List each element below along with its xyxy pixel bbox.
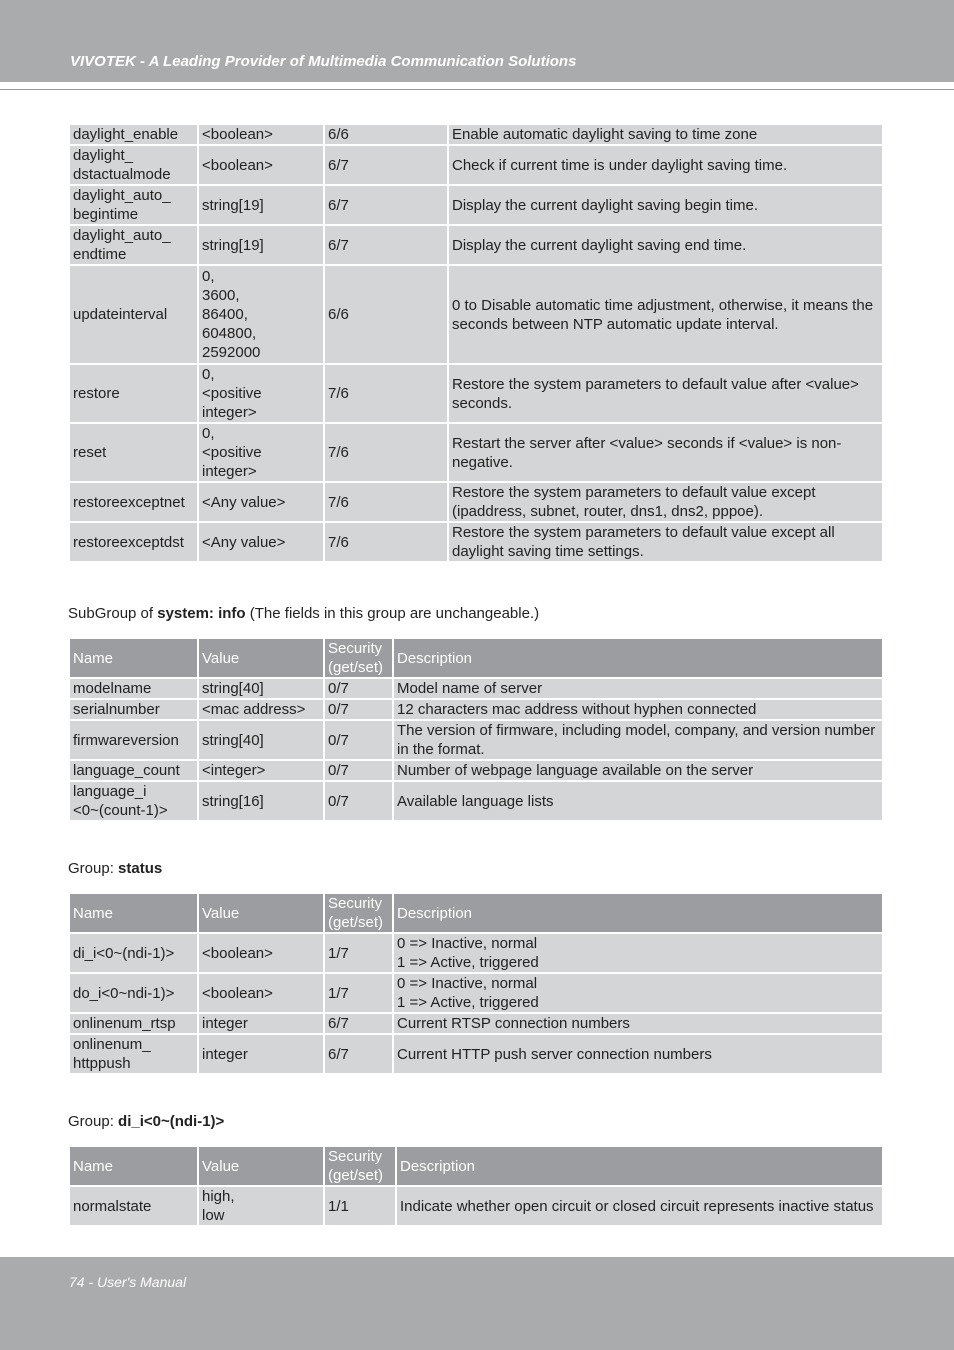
param-description: Restart the server after <value> seconds if <value> is non-negative.: [449, 424, 882, 481]
param-value: 0, 3600, 86400, 604800, 2592000: [199, 266, 323, 363]
param-description: Restore the system parameters to default value except (ipaddress, subnet, router, dns1, dns2, pppoe).: [449, 483, 882, 521]
param-security: 0/7: [325, 679, 392, 698]
system-params-table: [68, 123, 884, 563]
param-description: 0 => Inactive, normal 1 => Active, triggered: [394, 974, 882, 1012]
column-header-security: Security (get/set): [325, 894, 392, 932]
param-name: language_i <0~(count-1)>: [70, 782, 197, 820]
table-row: [70, 934, 882, 972]
param-description: Available language lists: [394, 782, 882, 820]
param-security: 7/6: [325, 483, 447, 521]
table-row: [70, 186, 882, 224]
param-value: <boolean>: [199, 974, 323, 1012]
param-value: integer: [199, 1014, 323, 1033]
param-name: do_i<0~ndi-1)>: [70, 974, 197, 1012]
table-row: [70, 1014, 882, 1033]
header-divider: [0, 89, 954, 90]
table-row: [70, 1187, 882, 1225]
param-description: Display the current daylight saving begin time.: [449, 186, 882, 224]
status-table: [68, 892, 884, 1075]
table-row: [70, 266, 882, 363]
param-description: 0 => Inactive, normal 1 => Active, triggered: [394, 934, 882, 972]
param-value: high, low: [199, 1187, 323, 1225]
param-description: Current RTSP connection numbers: [394, 1014, 882, 1033]
param-value: <boolean>: [199, 146, 323, 184]
param-name: onlinenum_ httppush: [70, 1035, 197, 1073]
param-security: 0/7: [325, 782, 392, 820]
param-value: string[40]: [199, 679, 323, 698]
param-value: <integer>: [199, 761, 323, 780]
table-row: [70, 125, 882, 144]
param-name: onlinenum_rtsp: [70, 1014, 197, 1033]
param-name: reset: [70, 424, 197, 481]
param-value: <Any value>: [199, 523, 323, 561]
page-number: 74 - User's Manual: [69, 1274, 187, 1290]
param-name: daylight_auto_ begintime: [70, 186, 197, 224]
table-header-row: [70, 639, 882, 677]
table-header-row: [70, 1147, 882, 1185]
param-security: 6/7: [325, 1035, 392, 1073]
param-value: string[19]: [199, 226, 323, 264]
param-name: firmwareversion: [70, 721, 197, 759]
system-info-table: [68, 637, 884, 822]
param-name: daylight_ dstactualmode: [70, 146, 197, 184]
table-header-row: [70, 894, 882, 932]
param-security: 6/7: [325, 146, 447, 184]
param-security: 0/7: [325, 700, 392, 719]
param-security: 0/7: [325, 761, 392, 780]
header-title: VIVOTEK - A Leading Provider of Multimedia Communication Solutions: [70, 53, 577, 70]
param-security: 6/6: [325, 125, 447, 144]
param-name: restoreexceptdst: [70, 523, 197, 561]
section-heading-status: Group: status: [68, 860, 163, 877]
param-value: 0, <positive integer>: [199, 424, 323, 481]
param-security: 6/6: [325, 266, 447, 363]
table-row: [70, 782, 882, 820]
param-description: Restore the system parameters to default value after <value> seconds.: [449, 365, 882, 422]
param-name: daylight_enable: [70, 125, 197, 144]
param-name: restore: [70, 365, 197, 422]
param-security: 1/7: [325, 934, 392, 972]
param-value: <boolean>: [199, 934, 323, 972]
column-header-name: Name: [70, 894, 197, 932]
param-description: Check if current time is under daylight saving time.: [449, 146, 882, 184]
param-name: language_count: [70, 761, 197, 780]
param-description: Restore the system parameters to default value except all daylight saving time settings.: [449, 523, 882, 561]
table-row: [70, 226, 882, 264]
param-value: <boolean>: [199, 125, 323, 144]
param-description: Model name of server: [394, 679, 882, 698]
param-name: modelname: [70, 679, 197, 698]
param-name: updateinterval: [70, 266, 197, 363]
page-footer: [0, 1257, 954, 1350]
param-value: string[40]: [199, 721, 323, 759]
param-security: 7/6: [325, 365, 447, 422]
param-name: serialnumber: [70, 700, 197, 719]
param-value: string[16]: [199, 782, 323, 820]
table-row: [70, 974, 882, 1012]
di-table: [68, 1145, 884, 1227]
param-value: integer: [199, 1035, 323, 1073]
table-row: [70, 721, 882, 759]
param-description: Current HTTP push server connection numbers: [394, 1035, 882, 1073]
table-row: [70, 1035, 882, 1073]
column-header-name: Name: [70, 1147, 197, 1185]
param-name: normalstate: [70, 1187, 197, 1225]
param-security: 7/6: [325, 523, 447, 561]
param-value: <mac address>: [199, 700, 323, 719]
param-description: Number of webpage language available on the server: [394, 761, 882, 780]
table-row: [70, 700, 882, 719]
param-security: 0/7: [325, 721, 392, 759]
param-description: 12 characters mac address without hyphen connected: [394, 700, 882, 719]
column-header-value: Value: [199, 894, 323, 932]
param-security: 1/7: [325, 974, 392, 1012]
section-heading-di: Group: di_i<0~(ndi-1)>: [68, 1113, 225, 1130]
column-header-name: Name: [70, 639, 197, 677]
table-row: [70, 365, 882, 422]
column-header-description: Description: [397, 1147, 882, 1185]
column-header-description: Description: [394, 639, 882, 677]
param-security: 7/6: [325, 424, 447, 481]
column-header-security: Security (get/set): [325, 1147, 395, 1185]
param-value: 0, <positive integer>: [199, 365, 323, 422]
table-row: [70, 761, 882, 780]
section-heading-system-info: SubGroup of system: info (The fields in this group are unchangeable.): [68, 605, 540, 622]
table-row: [70, 146, 882, 184]
param-value: <Any value>: [199, 483, 323, 521]
param-security: 6/7: [325, 186, 447, 224]
param-description: Enable automatic daylight saving to time zone: [449, 125, 882, 144]
param-security: 6/7: [325, 226, 447, 264]
param-value: string[19]: [199, 186, 323, 224]
param-name: restoreexceptnet: [70, 483, 197, 521]
table-row: [70, 523, 882, 561]
param-name: daylight_auto_ endtime: [70, 226, 197, 264]
column-header-value: Value: [199, 639, 323, 677]
table-row: [70, 483, 882, 521]
page-header: [0, 0, 954, 82]
param-security: 1/1: [325, 1187, 395, 1225]
table-row: [70, 424, 882, 481]
table-row: [70, 679, 882, 698]
column-header-value: Value: [199, 1147, 323, 1185]
param-security: 6/7: [325, 1014, 392, 1033]
param-description: The version of firmware, including model, company, and version number in the format.: [394, 721, 882, 759]
param-name: di_i<0~(ndi-1)>: [70, 934, 197, 972]
param-description: 0 to Disable automatic time adjustment, otherwise, it means the seconds between NTP automatic update interval.: [449, 266, 882, 363]
column-header-description: Description: [394, 894, 882, 932]
column-header-security: Security (get/set): [325, 639, 392, 677]
param-description: Display the current daylight saving end time.: [449, 226, 882, 264]
param-description: Indicate whether open circuit or closed circuit represents inactive status: [397, 1187, 882, 1225]
